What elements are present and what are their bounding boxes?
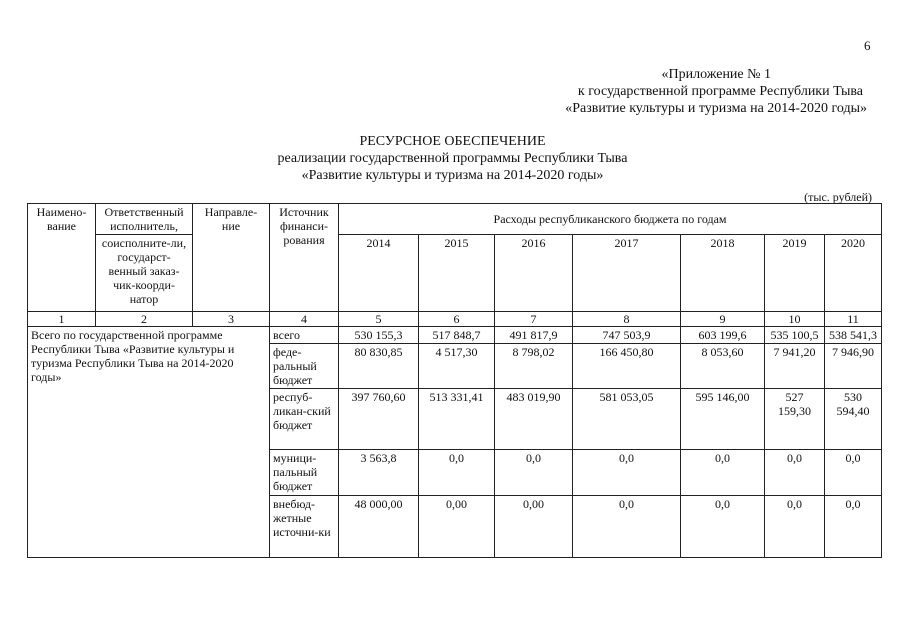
column-number: 10	[765, 312, 825, 327]
value-cell: 3 563,8	[339, 450, 419, 496]
value-cell: 0,0	[825, 496, 882, 558]
resources-table	[27, 203, 882, 558]
header-direction: Направле-ние	[193, 204, 270, 312]
value-cell: 8 798,02	[495, 344, 573, 389]
program-name-cell: Всего по государственной программе Республики Тыва «Развитие культуры и туризма Республики Тыва на 2014-2020 годы»	[28, 327, 270, 558]
column-number: 8	[573, 312, 681, 327]
value-cell: 517 848,7	[419, 327, 495, 344]
heading-subtitle-2: «Развитие культуры и туризма на 2014-2020 годы»	[301, 168, 604, 183]
heading-title: РЕСУРСНОЕ ОБЕСПЕЧЕНИЕ	[359, 134, 546, 149]
value-cell: 513 331,41	[419, 389, 495, 450]
column-number: 5	[339, 312, 419, 327]
value-cell: 538 541,3	[825, 327, 882, 344]
column-number: 6	[419, 312, 495, 327]
appendix-line-3: «Развитие культуры и туризма на 2014-2020 годы»	[565, 101, 867, 116]
value-cell: 747 503,9	[573, 327, 681, 344]
value-cell: 0,0	[573, 496, 681, 558]
value-cell: 530 594,40	[825, 389, 882, 450]
value-cell: 491 817,9	[495, 327, 573, 344]
value-cell: 0,0	[765, 496, 825, 558]
value-cell: 0,0	[573, 450, 681, 496]
value-cell: 7 946,90	[825, 344, 882, 389]
header-source: Источник финанси-рования	[270, 204, 339, 312]
heading-subtitle-1: реализации государственной программы Республики Тыва	[277, 151, 628, 166]
value-cell: 397 760,60	[339, 389, 419, 450]
table-row-total	[28, 327, 882, 344]
column-number: 9	[681, 312, 765, 327]
page-number: 6	[864, 38, 871, 53]
header-year-2015: 2015	[419, 235, 495, 312]
value-cell: 603 199,6	[681, 327, 765, 344]
column-number: 1	[28, 312, 96, 327]
value-cell: 527 159,30	[765, 389, 825, 450]
value-cell: 8 053,60	[681, 344, 765, 389]
value-cell: 0,0	[495, 450, 573, 496]
header-expenses: Расходы республиканского бюджета по годам	[339, 204, 882, 235]
units-label: (тыс. рублей)	[804, 190, 872, 204]
value-cell: 0,00	[495, 496, 573, 558]
header-name: Наимено-вание	[28, 204, 96, 312]
appendix-line-1: «Приложение № 1	[661, 67, 771, 82]
appendix-note	[447, 66, 867, 117]
value-cell: 4 517,30	[419, 344, 495, 389]
value-cell: 535 100,5	[765, 327, 825, 344]
value-cell: 530 155,3	[339, 327, 419, 344]
value-cell: 0,0	[419, 450, 495, 496]
source-cell: феде-ральный бюджет	[270, 344, 339, 389]
header-row-1	[28, 204, 882, 235]
value-cell: 581 053,05	[573, 389, 681, 450]
column-number: 7	[495, 312, 573, 327]
header-year-2017: 2017	[573, 235, 681, 312]
column-number: 4	[270, 312, 339, 327]
value-cell: 48 000,00	[339, 496, 419, 558]
source-cell: внебюд-жетные источни-ки	[270, 496, 339, 558]
header-year-2014: 2014	[339, 235, 419, 312]
column-number: 11	[825, 312, 882, 327]
header-year-2016: 2016	[495, 235, 573, 312]
source-cell: респуб-ликан-ский бюджет	[270, 389, 339, 450]
value-cell: 166 450,80	[573, 344, 681, 389]
value-cell: 7 941,20	[765, 344, 825, 389]
header-year-2018: 2018	[681, 235, 765, 312]
header-executor-bottom: соисполните-ли, государст-венный заказ-чик-коорди-натор	[96, 235, 193, 312]
value-cell: 0,00	[419, 496, 495, 558]
source-cell: муници-пальный бюджет	[270, 450, 339, 496]
header-executor-top: Ответственный исполнитель,	[96, 204, 193, 235]
value-cell: 0,0	[765, 450, 825, 496]
source-cell: всего	[270, 327, 339, 344]
value-cell: 595 146,00	[681, 389, 765, 450]
value-cell: 483 019,90	[495, 389, 573, 450]
value-cell: 0,0	[825, 450, 882, 496]
column-number: 3	[193, 312, 270, 327]
header-year-2019: 2019	[765, 235, 825, 312]
value-cell: 80 830,85	[339, 344, 419, 389]
value-cell: 0,0	[681, 450, 765, 496]
appendix-line-2: к государственной программе Республики Тыва	[577, 84, 863, 99]
header-row-2	[28, 235, 882, 312]
value-cell: 0,0	[681, 496, 765, 558]
column-number: 2	[96, 312, 193, 327]
column-number-row	[28, 312, 882, 327]
document-heading	[200, 133, 705, 184]
header-year-2020: 2020	[825, 235, 882, 312]
